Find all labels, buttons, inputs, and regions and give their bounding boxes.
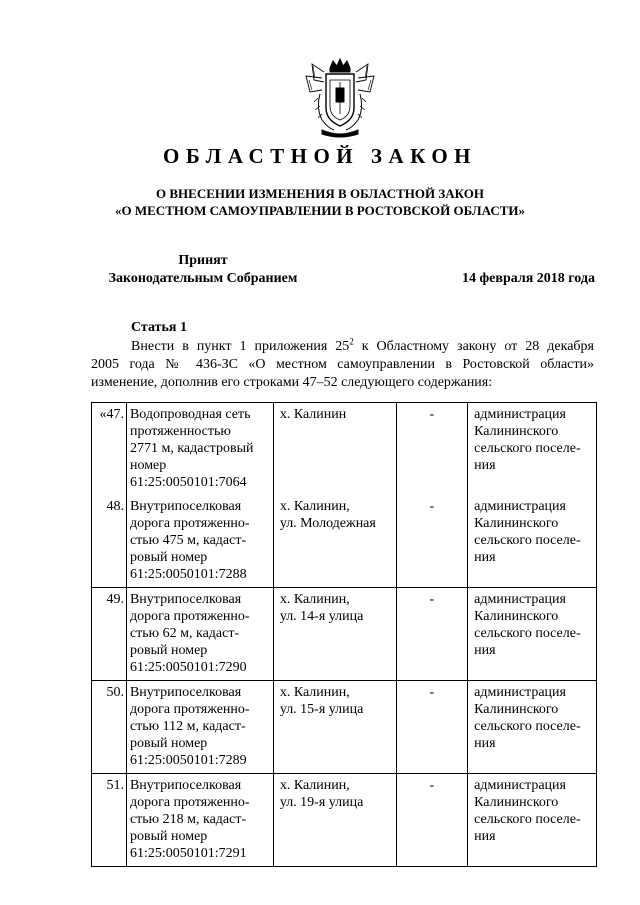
object-description — [126, 495, 273, 588]
object-description-line: ровый номер — [129, 736, 208, 751]
table-row — [92, 681, 597, 774]
row-number: «47. — [92, 403, 127, 496]
article-line1 — [91, 338, 594, 356]
property-table — [91, 402, 597, 867]
document-subtitle-line2: «О МЕСТНОМ САМОУПРАВЛЕНИИ В РОСТОВСКОЙ ОБЛАСТИ» — [115, 203, 525, 218]
row-number: 51. — [92, 774, 127, 867]
object-description-line: Внутрипоселковая — [129, 499, 242, 514]
owner-name-line: ния — [474, 829, 496, 844]
owner-name-line: ния — [474, 458, 496, 473]
object-description-line: 61:25:0050101:7290 — [129, 660, 247, 675]
owner-name-line: администрация — [474, 685, 566, 700]
table-row — [92, 495, 597, 588]
row-number: 48. — [92, 495, 127, 588]
object-description-line: ровый номер — [129, 643, 208, 658]
object-description-line: дорога протяженно- — [129, 609, 250, 624]
owner-name — [468, 403, 597, 496]
empty-value: - — [396, 588, 468, 681]
object-address — [273, 495, 396, 588]
object-description — [126, 588, 273, 681]
object-description-line: дорога протяженно- — [129, 795, 250, 810]
article-heading: Статья 1 — [131, 320, 187, 335]
object-address-line: х. Калинин, — [279, 778, 350, 793]
adoption-date: 14 февраля 2018 года — [462, 271, 595, 286]
object-description-line: дорога протяженно- — [129, 702, 250, 717]
owner-name-line: Калининского — [474, 702, 559, 717]
adoption-line2: Законодательным Собранием — [108, 271, 298, 286]
object-address-line: ул. 19-я улица — [279, 795, 364, 810]
object-description-line: 2771 м, кадастровый — [129, 441, 254, 456]
article-line3: изменение, дополнив его строками 47–52 следующего содержания: — [91, 375, 493, 390]
row-number: 50. — [92, 681, 127, 774]
row-number: 49. — [92, 588, 127, 681]
table-row — [92, 774, 597, 867]
object-address — [273, 681, 396, 774]
object-address — [273, 588, 396, 681]
object-address — [273, 774, 396, 867]
owner-name-line: сельского поселе- — [474, 626, 581, 641]
empty-value: - — [396, 403, 468, 496]
object-description-line: стью 62 м, кадаст- — [129, 626, 240, 641]
article-paragraph — [91, 338, 594, 392]
object-address-line: х. Калинин — [279, 407, 347, 422]
object-description-line: ровый номер — [129, 829, 208, 844]
owner-name-line: администрация — [474, 407, 566, 422]
owner-name-line: сельского поселе- — [474, 533, 581, 548]
owner-name-line: сельского поселе- — [474, 441, 581, 456]
object-description-line: протяженностью — [129, 424, 231, 439]
object-description-line: стью 112 м, кадаст- — [129, 719, 246, 734]
object-description-line: 61:25:0050101:7289 — [129, 753, 247, 768]
object-description-line: Внутрипоселковая — [129, 685, 242, 700]
object-description-line: 61:25:0050101:7064 — [129, 475, 247, 490]
object-description-line: дорога протяженно- — [129, 516, 250, 531]
owner-name — [468, 774, 597, 867]
adoption-line1: Принят — [178, 253, 228, 268]
owner-name — [468, 681, 597, 774]
owner-name-line: администрация — [474, 778, 566, 793]
owner-name-line: Калининского — [474, 609, 559, 624]
owner-name-line: ния — [474, 550, 496, 565]
article-line2: 2005 года № 436-ЗС «О местном самоуправлении в Ростовской области» — [91, 357, 594, 372]
object-address-line: ул. 14-я улица — [279, 609, 364, 624]
object-address-line: ул. Молодежная — [279, 516, 376, 531]
object-description-line: Водопроводная сеть — [129, 407, 251, 422]
empty-value: - — [396, 774, 468, 867]
owner-name-line: ния — [474, 736, 496, 751]
object-description — [126, 403, 273, 496]
object-description-line: стью 475 м, кадаст- — [129, 533, 247, 548]
object-description-line: 61:25:0050101:7288 — [129, 567, 247, 582]
empty-value: - — [396, 495, 468, 588]
object-address — [273, 403, 396, 496]
object-description-line: 61:25:0050101:7291 — [129, 846, 247, 861]
adoption-block — [93, 252, 313, 288]
object-address-line: х. Калинин, — [279, 499, 350, 514]
object-description-line: Внутрипоселковая — [129, 592, 242, 607]
object-description-line: стью 218 м, кадаст- — [129, 812, 247, 827]
owner-name — [468, 588, 597, 681]
coat-of-arms-icon — [300, 58, 380, 140]
owner-name — [468, 495, 597, 588]
article-line1-superscript: 2 — [349, 336, 354, 347]
owner-name-line: ния — [474, 643, 496, 658]
object-description-line: номер — [129, 458, 167, 473]
article-line1-end: к Областному закону от 28 декабря — [353, 339, 594, 354]
object-description — [126, 774, 273, 867]
owner-name-line: администрация — [474, 592, 566, 607]
document-title: ОБЛАСТНОЙ ЗАКОН — [162, 144, 477, 168]
owner-name-line: Калининского — [474, 424, 559, 439]
document-subtitle-line1: О ВНЕСЕНИИ ИЗМЕНЕНИЯ В ОБЛАСТНОЙ ЗАКОН — [156, 186, 484, 201]
owner-name-line: администрация — [474, 499, 566, 514]
object-description — [126, 681, 273, 774]
owner-name-line: сельского поселе- — [474, 812, 581, 827]
article-line1-start: Внести в пункт 1 приложения 25 — [131, 339, 350, 354]
owner-name-line: сельского поселе- — [474, 719, 581, 734]
empty-value: - — [396, 681, 468, 774]
table-row — [92, 403, 597, 496]
object-description-line: Внутрипоселковая — [129, 778, 242, 793]
owner-name-line: Калининского — [474, 516, 559, 531]
table-row — [92, 588, 597, 681]
object-address-line: х. Калинин, — [279, 685, 350, 700]
object-address-line: ул. 15-я улица — [279, 702, 364, 717]
owner-name-line: Калининского — [474, 795, 559, 810]
object-description-line: ровый номер — [129, 550, 208, 565]
object-address-line: х. Калинин, — [279, 592, 350, 607]
